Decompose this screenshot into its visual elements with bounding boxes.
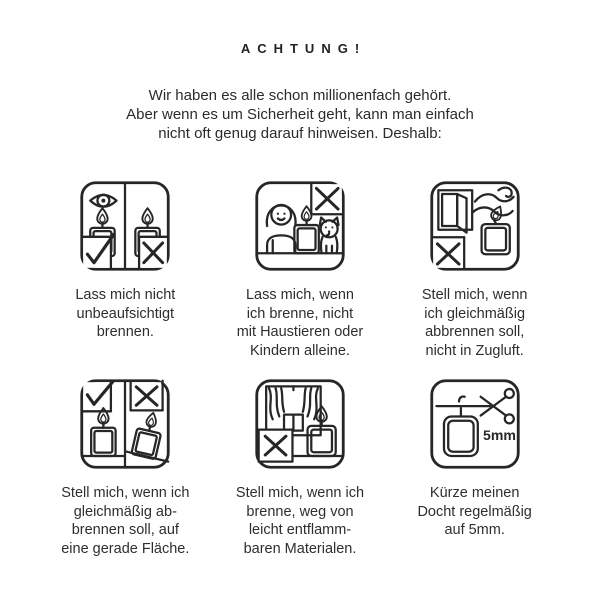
tile-flat-surface [38,377,213,558]
x-mark [139,237,168,269]
trim-wick-scissors-icon [428,377,522,471]
tile-flammable [213,377,388,558]
tile-caption [75,286,175,342]
caption-line: gleichmäßig ab- [73,503,177,520]
tilted-candle-glyph [132,410,166,459]
x-mark [431,237,463,269]
intro-line: Wir haben es alle schon millionenfach gehört. [148,87,452,104]
caption-line: brennen. [96,324,154,340]
caption-line: nicht in Zugluft. [425,342,524,359]
caption-line: Kindern alleine. [250,342,350,359]
caption-line: leicht entflamm- [248,522,352,538]
tile-caption [422,286,528,360]
tile-caption [61,484,189,558]
tile-trim-wick [387,377,562,558]
draft-window-candle-icon [428,179,522,273]
curtain-window-glyph [266,386,321,435]
check-mark [82,381,113,412]
x-mark [259,430,293,462]
flammable-materials-candle-icon [253,377,347,471]
pets-and-children-candle-icon [253,179,347,273]
tile-pets-children [213,179,388,360]
x-mark [311,183,343,214]
intro-line: nicht oft genug darauf hinweisen. Deshalb: [158,125,442,142]
caption-line: Kürze meinen [429,485,520,501]
wick-tip-glyph [459,397,465,402]
tile-unattended [38,179,213,360]
x-mark [131,381,163,411]
intro-text [0,86,600,143]
tile-caption [417,484,531,540]
open-window-glyph [438,190,472,232]
intro-line: Aber wenn es um Sicherheit geht, kann man einfach [126,106,474,123]
caption-line: Stell mich, wenn ich [61,485,190,501]
caption-line: mit Haustieren oder [236,324,364,340]
caption-line: ich brenne, nicht [246,305,354,322]
caption-line: eine gerade Fläche. [61,540,190,557]
caption-line: unbeaufsichtigt [76,305,175,322]
caption-line: Stell mich, wenn [421,287,528,303]
unattended-burning-candle-icon [78,179,172,273]
tile-caption [236,484,364,558]
caption-line: Docht regelmäßig [417,503,532,520]
child-glyph [267,205,296,253]
page-title: ACHTUNG! [240,41,367,56]
caption-line: Lass mich nicht [75,287,176,303]
check-mark [82,234,114,269]
candle-glyph [444,408,478,456]
dog-glyph [320,218,339,254]
candle-glyph [91,408,115,456]
eye-glyph [91,195,117,207]
caption-line: abbrennen soll, [425,324,525,340]
caption-line: auf 5mm. [444,522,505,538]
tile-caption [237,286,364,360]
flat-surface-candle-icon [78,377,172,471]
wick-length-label: 5mm [482,426,516,443]
caption-line: Stell mich, wenn ich [235,485,365,501]
pictogram-grid [38,179,562,558]
tile-draft [387,179,562,360]
caption-line: baren Materialen. [243,540,357,557]
caption-line: brennen soll, auf [71,522,179,538]
caption-line: Lass mich, wenn [245,287,354,303]
caption-line: brenne, weg von [246,503,354,520]
caption-line: ich gleichmäßig [424,305,526,322]
